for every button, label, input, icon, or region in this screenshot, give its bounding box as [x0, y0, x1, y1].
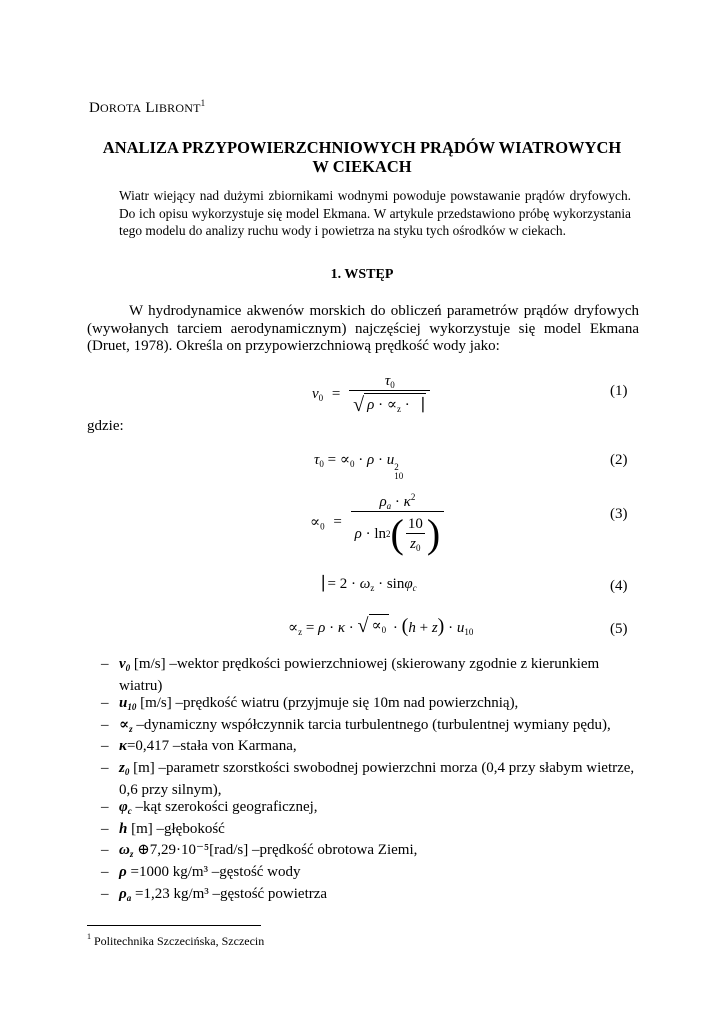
title-line-2: W CIEKACH [312, 157, 412, 176]
definition-item: – $u_{10}$ [m/s] –prędkość wiatru (przyjmuje się 10m nad powierzchnią), [101, 695, 519, 713]
equation-5: $\propto_z = \rho \cdot \kappa$ · √ $\propto_0$ · $(h + z) \cdot u_{10}$ [288, 615, 474, 637]
paper-title [80, 138, 644, 176]
equation-3-number: (3) [610, 506, 628, 522]
equation-1-number: (1) [610, 383, 628, 399]
definition-item: – $\omega_z$ ⊕7,29·10⁻⁵[rad/s] –prędkość obrotowa Ziemi, [101, 842, 418, 860]
abstract: Wiatr wiejący nad dużymi zbiornikami wodnymi powoduje powstawanie prądów dryfowych. Do ich opisu wykorzystuje się model Ekmana. W artykule przedstawiono próbę wykorzystania tego modelu do analizy ruchu wody i powietrza na styku tych ośrodków w ciekach. [119, 188, 631, 239]
equation-5-number: (5) [610, 621, 628, 637]
title-line-1: ANALIZA PRZYPOWIERZCHNIOWYCH PRĄDÓW WIATROWYCH [102, 138, 622, 157]
equation-4-number: (4) [610, 578, 628, 594]
footnote: $^1$ Politechnika Szczecińska, Szczecin [87, 932, 265, 948]
definition-item: – $\propto_z$ –dynamiczny współczynnik tarcia turbulentnego (turbulentnej wymiany pędu), [101, 716, 611, 734]
equation-2-number: (2) [610, 452, 628, 468]
footnote-divider [87, 925, 261, 926]
equation-1: $v_0$ = $\tau_0$ √ $\rho \cdot \propto_z$ · ▕ [312, 373, 430, 416]
author-footnote-mark: 1 [200, 98, 206, 108]
symbol-definitions [101, 656, 646, 907]
definition-item: – $z_0$ [m] –parametr szorstkości swobodnej powierzchni morza (0,4 przy słabym wietrze, 0,6 przy silnym), [101, 759, 635, 798]
section-heading: 1. WSTĘP [330, 267, 394, 282]
definition-item: – κ=0,417 –stała von Karmana, [101, 738, 297, 755]
definition-item: – h [m] –głębokość [101, 820, 225, 837]
equation-4: ▕ = $2 \cdot \omega_z \cdot \sin\varphi_c$ [313, 576, 417, 593]
definition-item: – $\varphi_c$ –kąt szerokości geograficznej, [101, 799, 318, 817]
equation-3: $\propto_0$ = $\rho_a \cdot \kappa^2$ ρ · ln 2 ( $\frac{10}{z_0}$ ) [310, 492, 444, 554]
author-name: DOROTA LIBRONT$^1$ [89, 98, 206, 116]
equation-2: $\tau_0 = \propto_0 \cdot \rho \cdot u$ 2 10 [314, 452, 404, 481]
intro-paragraph: W hydrodynamice akwenów morskich do obliczeń parametrów prądów dryfowych (wywołanych tarciem aerodynamicznym) najczęściej wykorzystuje się model Ekmana (Druet, 1978). Określa on przypowierzchniową prędkość wody jako: [87, 303, 639, 354]
definition-item: – $v_0$ [m/s] –wektor prędkości powierzchniowej (skierowany zgodnie z kierunkiem wiatru) [101, 656, 600, 694]
definition-item: – $\rho_a =1,23$ kg/m³ –gęstość powietrza [101, 885, 328, 903]
where-label: gdzie: [87, 418, 124, 434]
definition-item: – ρ =1000 kg/m³ –gęstość wody [101, 863, 301, 880]
